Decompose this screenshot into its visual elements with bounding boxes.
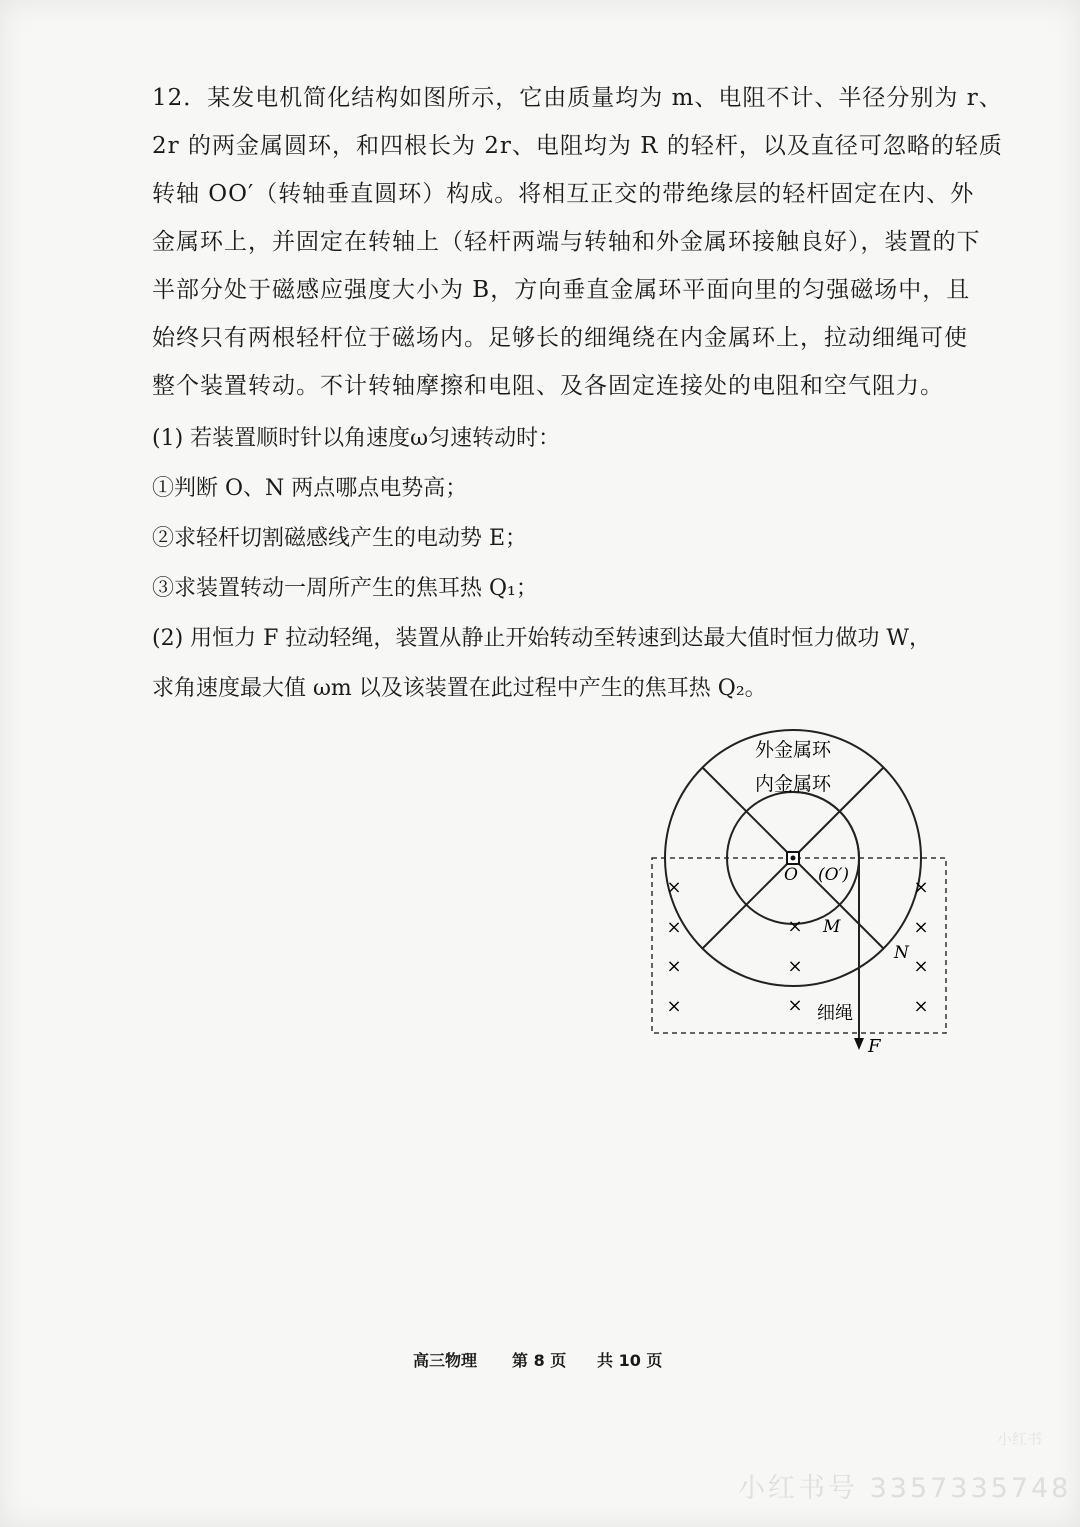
field-mark: × xyxy=(913,917,929,938)
field-mark: × xyxy=(787,995,803,1016)
force-label: F xyxy=(868,1036,881,1057)
problem-line: 半部分处于磁感应强度大小为 B，方向垂直金属环平面向里的匀强磁场中，且 xyxy=(152,277,971,303)
question-part-1: (1) 若装置顺时针以角速度ω匀速转动时： xyxy=(152,426,561,451)
rope-label: 细绳 xyxy=(817,1003,853,1024)
field-mark: × xyxy=(666,917,682,938)
footer-subject: 高三物理 xyxy=(413,1351,478,1370)
problem-line: 转轴 OO′（转轴垂直圆环）构成。将相互正交的带绝缘层的轻杆固定在内、外 xyxy=(152,181,975,207)
question-1-2: ②求轻杆切割磁感线产生的电动势 E； xyxy=(152,526,528,551)
point-m-label: M xyxy=(823,917,841,937)
question-1-1: ①判断 O、N 两点哪点电势高； xyxy=(152,476,468,501)
footer-total: 共 10 页 xyxy=(597,1351,663,1370)
problem-line: 2r 的两金属圆环，和四根长为 2r、电阻均为 R 的轻杆，以及直径可忽略的轻质 xyxy=(152,133,1003,159)
inner-ring-label: 内金属环 xyxy=(754,773,832,795)
force-arrow xyxy=(854,1038,864,1050)
watermark-logo: 小红书 xyxy=(997,1430,1043,1448)
problem-line: 整个装置转动。不计转轴摩擦和电阻、及各固定连接处的电阻和空气阻力。 xyxy=(152,373,944,399)
field-mark: × xyxy=(913,956,929,977)
field-mark: × xyxy=(666,956,682,977)
field-mark: × xyxy=(787,916,803,937)
point-n-label: N xyxy=(894,943,909,963)
field-mark: × xyxy=(666,877,682,898)
rod xyxy=(703,858,793,948)
problem-line: 金属环上，并固定在转轴上（轻杆两端与转轴和外金属环接触良好），装置的下 xyxy=(152,229,981,255)
axis-label: (O′) xyxy=(818,865,850,885)
field-mark: × xyxy=(787,956,803,977)
problem-line: 始终只有两根轻杆位于磁场内。足够长的细绳绕在内金属环上，拉动细绳可使 xyxy=(152,325,968,351)
page-footer xyxy=(0,1348,1080,1372)
problem-line: 12．某发电机简化结构如图所示，它由质量均为 m、电阻不计、半径分别为 r、 xyxy=(152,85,1003,111)
field-mark: × xyxy=(913,996,929,1017)
center-label: O xyxy=(784,865,798,885)
question-part-2-cont: 求角速度最大值 ωm 以及该装置在此过程中产生的焦耳热 Q₂。 xyxy=(152,676,767,701)
footer-page: 第 8 页 xyxy=(512,1351,567,1370)
question-1-3: ③求装置转动一周所产生的焦耳热 Q₁； xyxy=(152,576,538,601)
problem-12 xyxy=(152,74,1003,714)
field-mark: × xyxy=(913,877,929,898)
outer-ring-label: 外金属环 xyxy=(754,739,832,761)
generator-figure xyxy=(640,720,960,1065)
field-mark: × xyxy=(666,996,682,1017)
watermark-account: 小红书号 3357335748 xyxy=(738,1473,1072,1504)
question-part-2: (2) 用恒力 F 拉动轻绳，装置从静止开始转动至转速到达最大值时恒力做功 W， xyxy=(152,626,932,651)
